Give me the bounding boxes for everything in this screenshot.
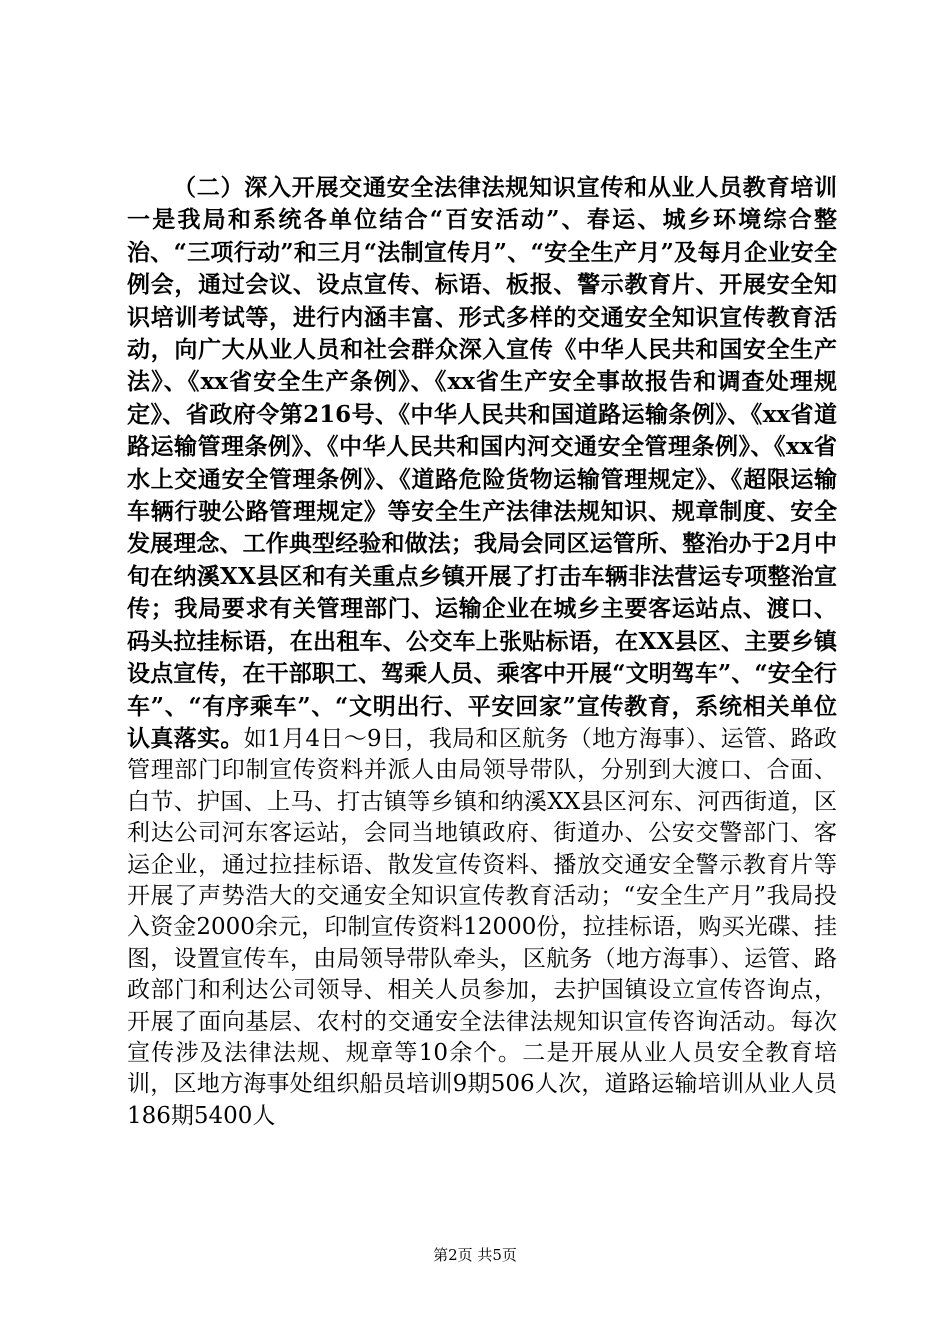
paragraph-bold-section: （二）深入开展交通安全法律法规知识宣传和从业人员教育培训一是我局和系统各单位结合“百安活动”、春运、城乡环境综合整治、“三项行动”和三月“法制宣传月”、“安全生产月”及每月企业安全例会，通过会议、设点宣传、标语、板报、警示教育片、开展安全知识培训考试等，进行内涵丰富、形式多样的交通安全知识宣传教育活动，向广大从业人员和社会群众深入宣传《中华人民共和国安全生产法》、《xx省安全生产条例》、《xx省生产安全事故报告和调查处理规定》、省政府令第216号、《中华人民共和国道路运输条例》、《xx省道路运输管理条例》、《中华人民共和国内河交通安全管理条例》、《xx省水上交通安全管理条例》、《道路危险货物运输管理规定》、《超限运输车辆行驶公路管理规定》等安全生产法律法规知识、规章制度、安全发展理念、工作典型经验和做法；我局会同区运管所、整治办于2月中旬在纳溪XX县区和有关重点乡镇开展了打击车辆非法营运专项整治宣传；我局要求有关管理部门、运输企业在城乡主要客运站点、渡口、码头拉挂标语，在出租车、公交车上张贴标语，在XX县区、主要乡镇设点宣传，在干部职工、驾乘人员、乘客中开展“文明驾车”、“安全行车”、“有序乘车”、“文明出行、平安回家”宣传教育，系统相关单位认真落实。 — [127, 174, 837, 752]
paragraph-normal-section: 如1月4日～9日，我局和区航务（地方海事）、运管、路政管理部门印制宣传资料并派人由局领导带队，分别到大渡口、合面、白节、护国、上马、打古镇等乡镇和纳溪XX县区河东、河西街道，区利达公司河东客运站，会同当地镇政府、街道办、公安交警部门、客运企业，通过拉挂标语、散发宣传资料、播放交通安全警示教育片等开展了声势浩大的交通安全知识宣传教育活动；“安全生产月”我局投入资金2000余元，印制宣传资料12000份，拉挂标语，购买光碟、挂图，设置宣传车，由局领导带队牵头，区航务（地方海事）、运管、路政部门和利达公司领导、相关人员参加，去护国镇设立宣传咨询点，开展了面向基层、农村的交通安全法律法规知识宣传咨询活动。每次宣传涉及法律法规、规章等10余个。二是开展从业人员安全教育培训，区地方海事处组织船员培训9期506人次，道路运输培训从业人员186期5400人 — [127, 725, 838, 1129]
page-footer: 第2页 共5页 — [433, 1246, 517, 1264]
body-paragraph — [127, 172, 837, 1132]
